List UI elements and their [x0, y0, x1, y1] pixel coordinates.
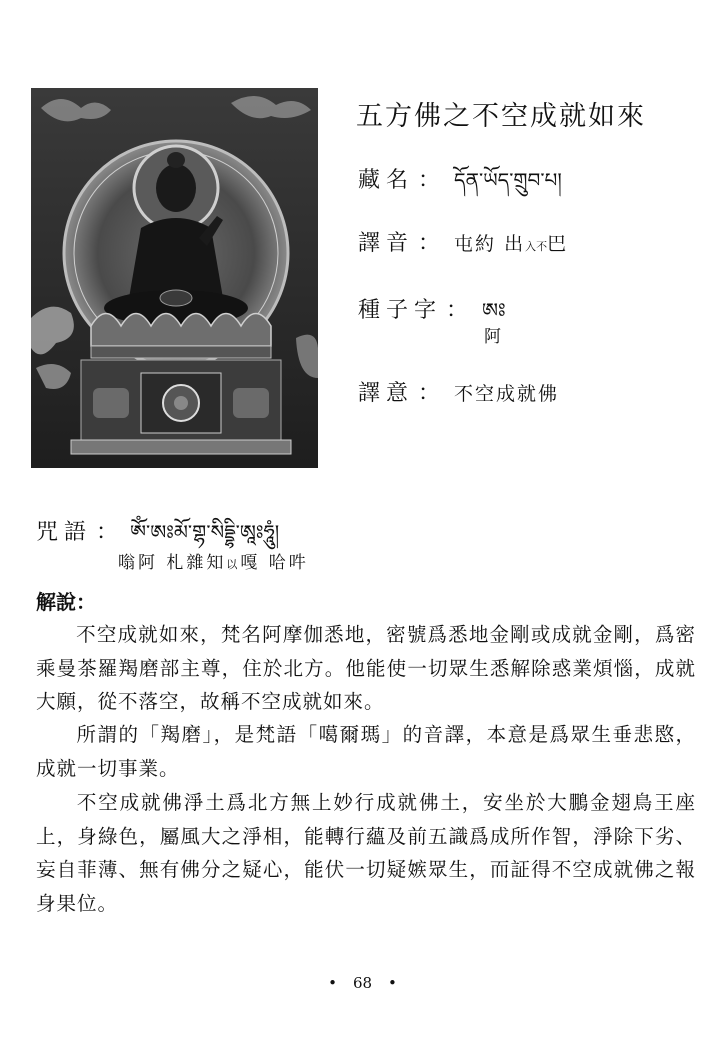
field-transliteration	[358, 226, 568, 257]
field-colon: ：	[418, 381, 441, 406]
mantra-colon: ：	[96, 520, 119, 545]
field-label: 譯音	[358, 231, 415, 256]
page-number: 68	[352, 974, 373, 992]
mantra-transliteration-end: 嘎 哈吽	[240, 553, 309, 573]
paragraph-text: 所謂的「羯磨」，是梵語「噶爾瑪」的音譯，本意是爲眾生垂悲愍，成就一切事業。	[36, 723, 696, 780]
seed-syllable-reading: 阿	[484, 327, 504, 347]
field-label: 種子字	[358, 298, 443, 323]
mantra-transliteration-text: 嗡阿 札雜知	[118, 553, 227, 573]
mantra-transliteration	[118, 548, 309, 573]
field-label: 藏名	[358, 168, 415, 193]
page-title: 五方佛之不空成就如來	[356, 101, 646, 132]
explanation-heading: 解說：	[36, 590, 96, 614]
mantra-label: 咒語	[36, 520, 93, 545]
thangka-illustration	[31, 88, 318, 468]
transliteration-small-note: 入不	[525, 240, 548, 253]
paragraph-text: 不空成就如來，梵名阿摩伽悉地，密號爲悉地金剛或成就金剛，爲密乘曼茶羅羯磨部主尊，住於北方。他能使一切眾生悉解除惑業煩惱，成就大願，從不落空，故稱不空成就如來。	[36, 623, 696, 713]
meaning-value: 不空成就佛	[454, 383, 560, 405]
mantra-tibetan: ཨོཾ་ཨཿམོ་གྷ་སིདྡྷི་ཨཱཿཧཱུཾ།	[130, 520, 280, 544]
page-number-footer	[0, 974, 725, 992]
page-dot-left: •	[328, 974, 337, 992]
field-tibetan-name	[358, 158, 562, 214]
seed-syllable-value: ཨཿ	[482, 298, 506, 322]
field-colon: ：	[446, 298, 469, 323]
field-colon: ：	[418, 168, 441, 193]
field-meaning	[358, 376, 559, 407]
page-dot-right: •	[388, 974, 397, 992]
mantra-transliteration-small: 以	[226, 558, 241, 571]
tibetan-name-value: དོན་ཡོད་གྲུབ་པ།	[454, 168, 562, 192]
field-colon: ：	[418, 231, 441, 256]
field-label: 譯意	[358, 381, 415, 406]
paragraph-text: 不空成就佛淨土爲北方無上妙行成就佛土，安坐於大鵬金翅鳥王座上，身綠色，屬風大之淨相，能轉行蘊及前五識爲成所作智，淨除下劣、妄自菲薄、無有佛分之疑心，能伏一切疑嫉眾生，而証得不空成就佛之報身果位。	[36, 791, 696, 915]
explanation-paragraph-2	[36, 718, 696, 785]
transliteration-value-end: 巴	[547, 233, 569, 255]
explanation-paragraph-3	[36, 786, 696, 920]
transliteration-value: 屯約 出	[454, 233, 526, 255]
amoghasiddhi-thangka-image	[31, 88, 318, 468]
explanation-paragraph-1	[36, 618, 696, 719]
